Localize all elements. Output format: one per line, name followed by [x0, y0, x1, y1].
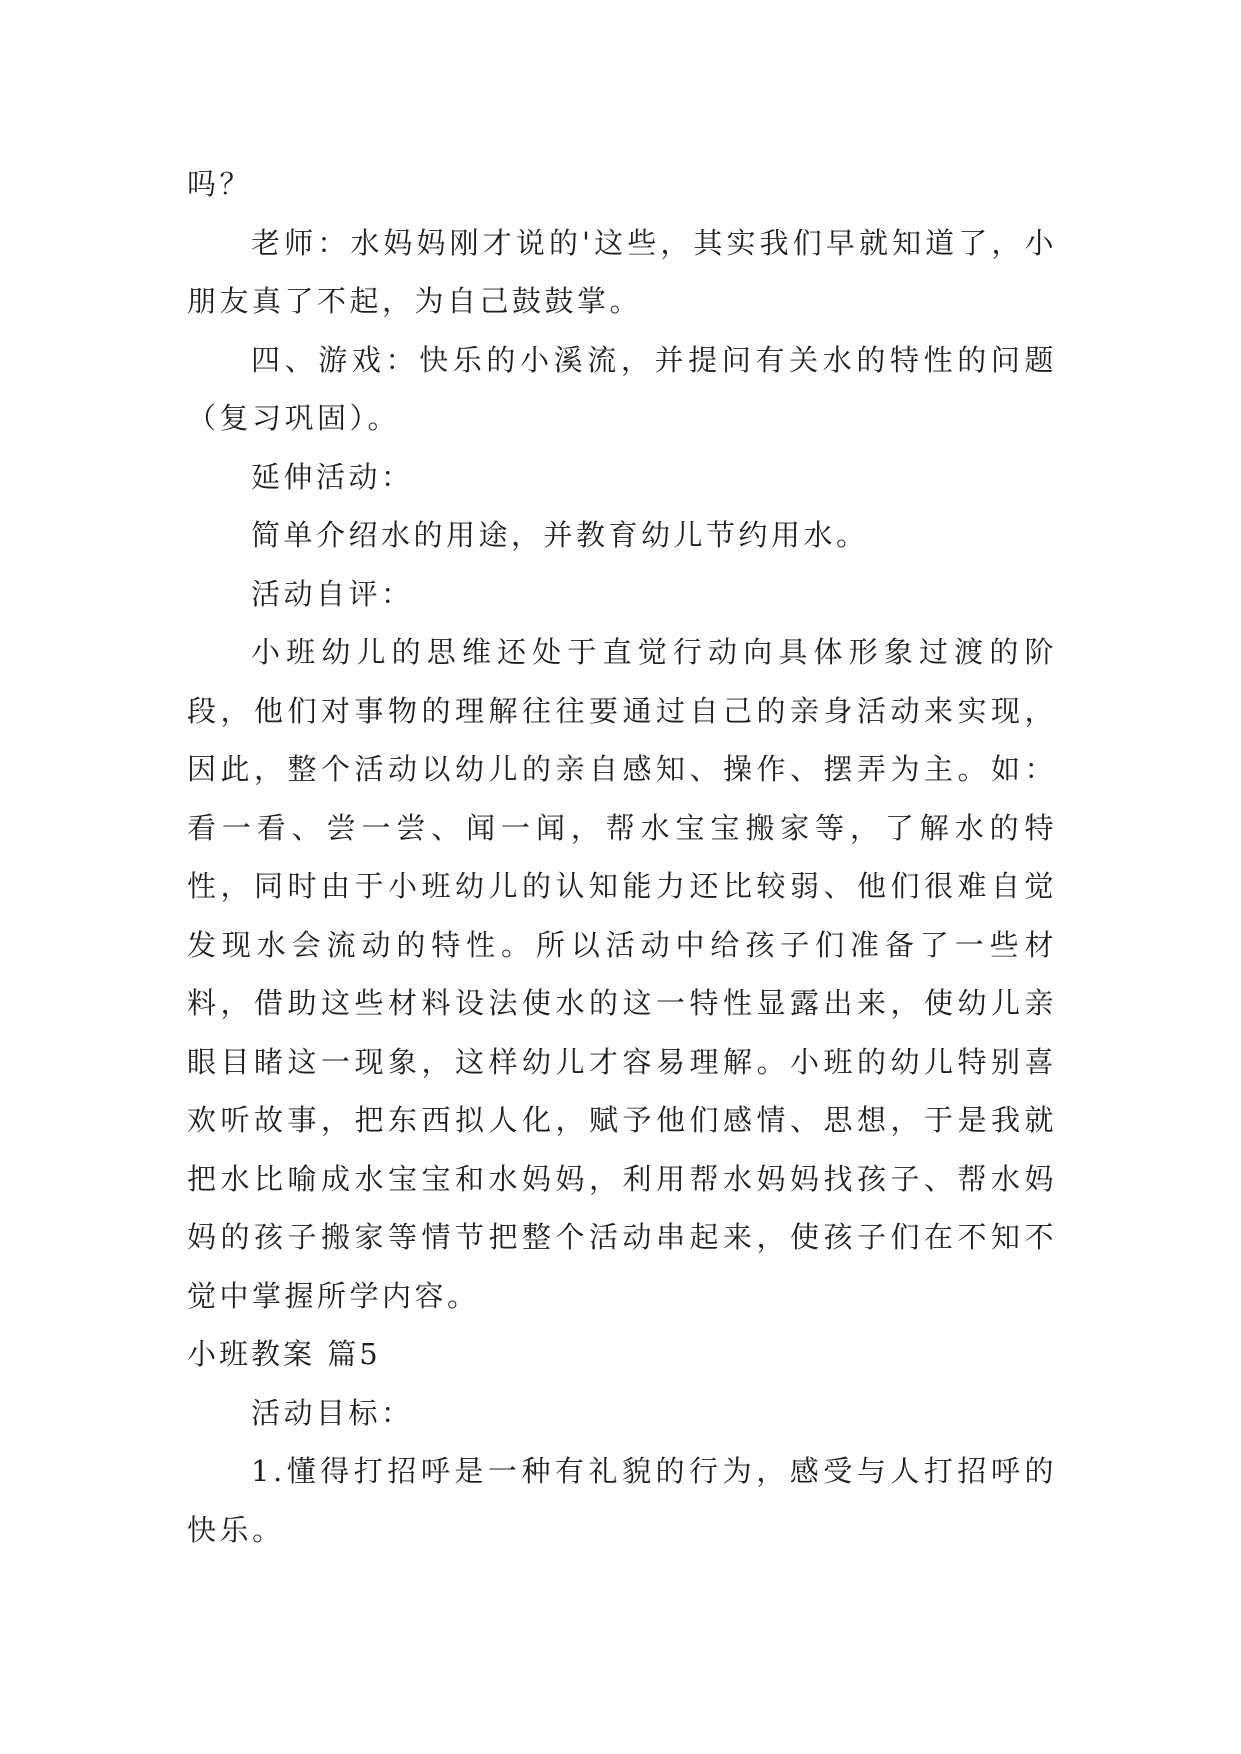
- paragraph-objective-1: 1.懂得打招呼是一种有礼貌的行为，感受与人打招呼的快乐。: [187, 1454, 1057, 1547]
- paragraph-extension-heading: 延伸活动：: [251, 459, 414, 494]
- section-heading: 小班教案 篇5: [187, 1337, 381, 1371]
- paragraph-game: 四、游戏：快乐的小溪流，并提问有关水的特性的问题（复习巩固）。: [187, 342, 1057, 435]
- paragraph-self-evaluation-body: 小班幼儿的思维还处于直觉行动向具体形象过渡的阶段，他们对事物的理解往往要通过自己的亲身活动来实现，因此，整个活动以幼儿的亲自感知、操作、摆弄为主。如：看一看、尝一尝、闻一闻，帮水宝宝搬家等，了解水的特性，同时由于小班幼儿的认知能力还比较弱、他们很难自觉发现水会流动的特性。所以活动中给孩子们准备了一些材料，借助这些材料设法使水的这一特性显露出来，使幼儿亲眼目睹这一现象，这样幼儿才容易理解。小班的幼儿特别喜欢听故事，把东西拟人化，赋予他们感情、思想，于是我就把水比喻成水宝宝和水妈妈，利用帮水妈妈找孩子、帮水妈妈的孩子搬家等情节把整个活动串起来，使孩子们在不知不觉中掌握所学内容。: [187, 635, 1057, 1313]
- paragraph-teacher-dialogue: 老师：水妈妈刚才说的'这些，其实我们早就知道了，小朋友真了不起，为自己鼓鼓掌。: [187, 225, 1057, 318]
- paragraph-continuation: 吗？: [187, 167, 253, 201]
- document-body: [187, 155, 1057, 1559]
- paragraph-extension-body: 简单介绍水的用途，并教育幼儿节约用水。: [251, 518, 869, 552]
- paragraph-objectives-heading: 活动目标：: [251, 1395, 414, 1430]
- paragraph-self-evaluation-heading: 活动自评：: [251, 576, 414, 611]
